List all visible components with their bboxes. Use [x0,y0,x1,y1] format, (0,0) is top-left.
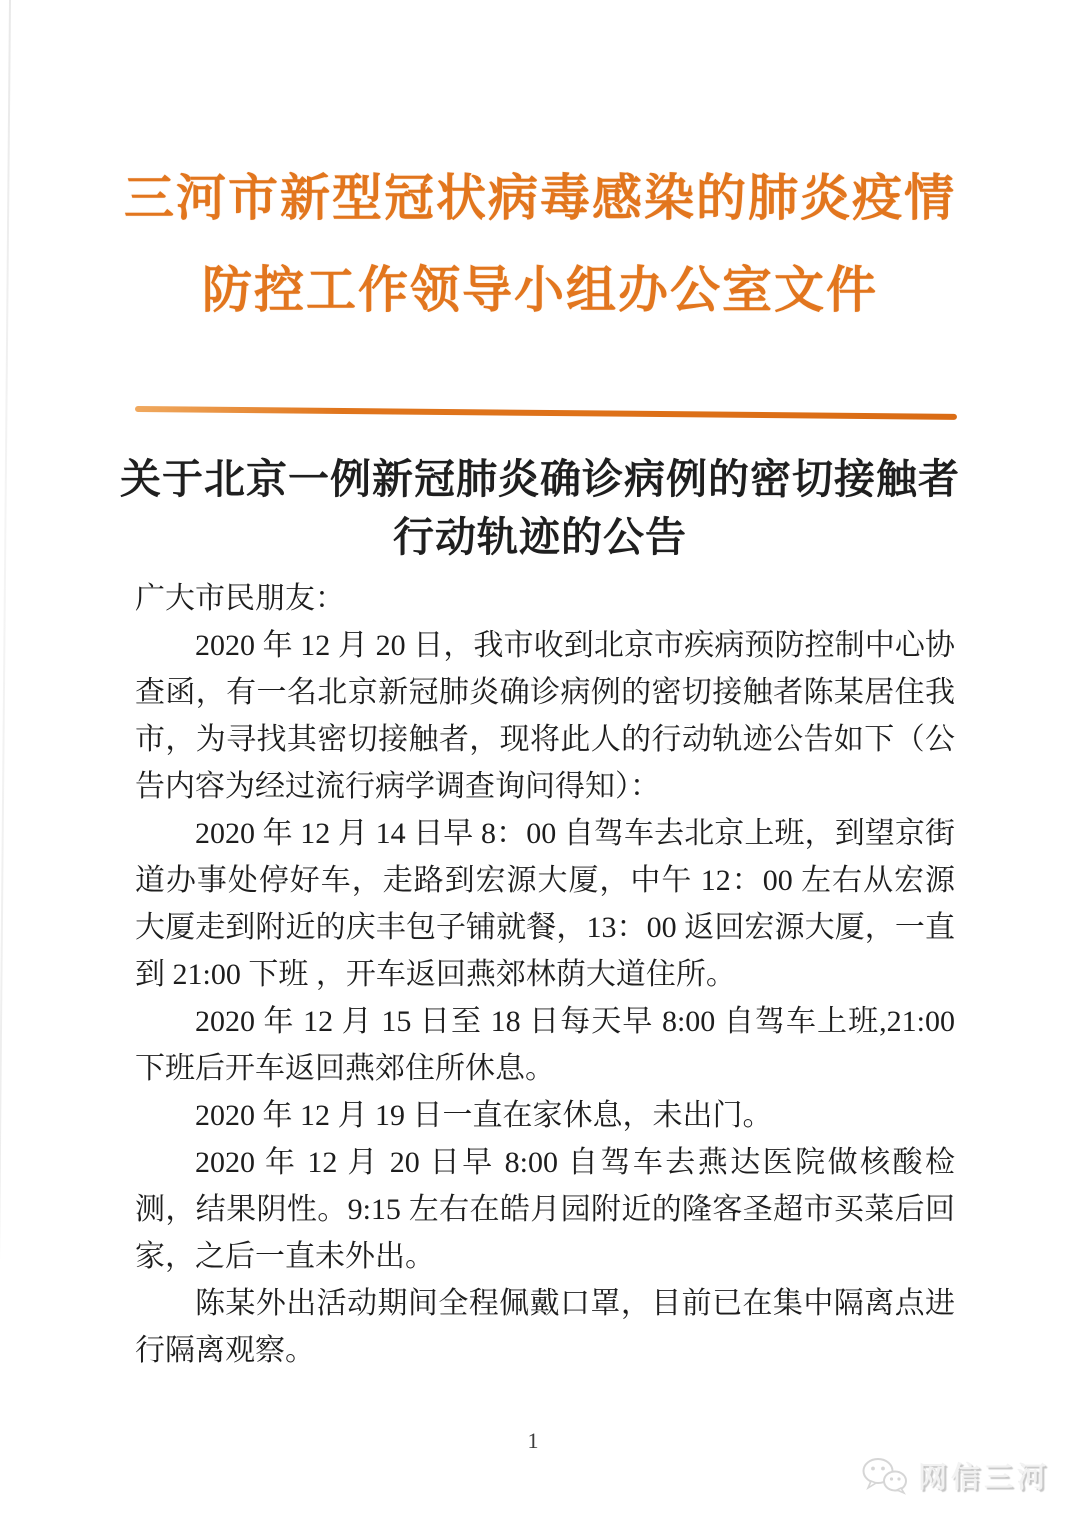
paragraph-dec20: 2020 年 12 月 20 日早 8:00 自驾车去燕达医院做核酸检测，结果阴性。9:15 左右在皓月园附近的隆客圣超市买菜后回家，之后一直未外出。 [135,1146,955,1273]
paragraph-quarantine: 陈某外出活动期间全程佩戴口罩，目前已在集中隔离点进行隔离观察。 [135,1287,955,1367]
letterhead-line1: 三河市新型冠状病毒感染的肺炎疫情 [124,170,956,226]
paragraph-dec15-18: 2020 年 12 月 15 日至 18 日每天早 8:00 自驾车上班,21:00 下班后开车返回燕郊住所休息。 [135,1005,955,1085]
paragraph-dec14: 2020 年 12 月 14 日早 8：00 自驾车去北京上班，到望京街道办事处停好车，走路到宏源大厦，中午 12：00 左右从宏源大厦走到附近的庆丰包子铺就餐，13：00 返回宏源大厦，一直到 21:00 下班 ，开车返回燕郊林荫大道住所。 [135,817,955,991]
watermark-label: 网信三河 [917,1462,1050,1494]
letterhead-separator-rule [135,406,957,420]
wechat-icon [861,1456,909,1496]
letterhead-line2: 防控工作领导小组办公室文件 [202,262,878,318]
notice-title-line2: 行动轨迹的公告 [393,514,687,560]
notice-title [70,450,1010,566]
paragraph-dec19: 2020 年 12 月 19 日一直在家休息，未出门。 [195,1099,773,1132]
scan-edge-artifact [0,0,11,1527]
paragraph-intro: 2020 年 12 月 20 日，我市收到北京市疾病预防控制中心协查函，有一名北京新冠肺炎确诊病例的密切接触者陈某居住我市，为寻找其密切接触者，现将此人的行动轨迹公告如下（公告内容为经过流行病学调查询问得知）： [135,629,955,803]
page-number: 1 [527,1428,539,1453]
watermark [861,1455,1050,1496]
notice-body [135,575,955,1374]
salutation: 广大市民朋友： [135,582,345,615]
notice-title-line1: 关于北京一例新冠肺炎确诊病例的密切接触者 [120,456,960,502]
letterhead [60,152,1020,336]
